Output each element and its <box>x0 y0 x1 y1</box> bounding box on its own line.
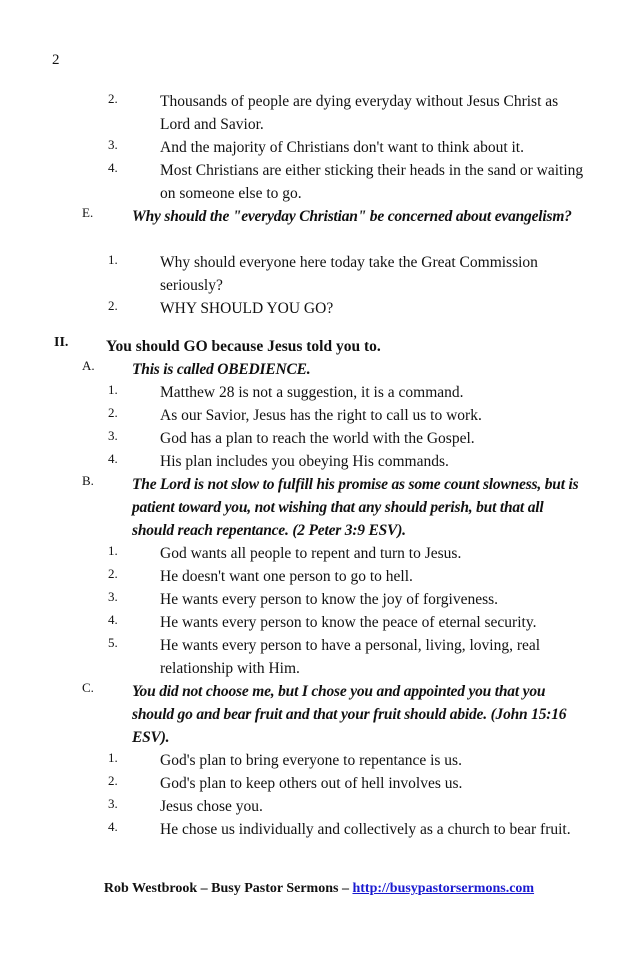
outline-item-number: 4. <box>108 612 118 627</box>
outline-item-text: You did not choose me, but I chose you and appointed you that you should go and bear fruit and that your fruit should abide. (John 15:16 ESV). <box>132 683 567 746</box>
outline-item-text: God's plan to bring everyone to repentance is us. <box>160 752 462 769</box>
outline-item-level-2 <box>0 205 638 251</box>
outline-item-number: 3. <box>108 796 118 811</box>
outline-item-number: 4. <box>108 451 118 466</box>
outline-item-level-3 <box>0 818 638 864</box>
outline-item-text: He chose us individually and collectively as a church to bear fruit. <box>160 821 571 838</box>
outline-item-text: He wants every person to know the peace of eternal security. <box>160 614 537 631</box>
outline-item-level-1 <box>0 335 638 358</box>
page-number: 2 <box>52 52 60 68</box>
outline-item-level-3 <box>0 297 638 320</box>
outline-item-number: B. <box>82 473 94 488</box>
outline-item-level-2 <box>0 680 638 749</box>
outline-item-level-3 <box>0 159 638 205</box>
outline-item-number: 2. <box>108 566 118 581</box>
outline-item-text: He wants every person to have a personal, living, loving, real relationship with Him. <box>160 637 541 677</box>
outline-item-level-3 <box>0 795 638 818</box>
outline-item-level-3 <box>0 251 638 297</box>
outline-item-text: Thousands of people are dying everyday without Jesus Christ as Lord and Savior. <box>160 93 559 133</box>
outline-item-text: God wants all people to repent and turn to Jesus. <box>160 545 462 562</box>
outline-item-level-3 <box>0 404 638 427</box>
outline-item-text: Jesus chose you. <box>160 798 263 815</box>
outline-item-number: 1. <box>108 252 118 267</box>
outline-item-text: WHY SHOULD YOU GO? <box>160 300 334 317</box>
outline-item-number: 3. <box>108 589 118 604</box>
outline-item-level-3 <box>0 136 638 159</box>
outline-item-number: A. <box>82 358 95 373</box>
outline-item-text: He wants every person to know the joy of forgiveness. <box>160 591 499 608</box>
outline-item-number: 1. <box>108 543 118 558</box>
outline-item-text: As our Savior, Jesus has the right to call us to work. <box>160 407 482 424</box>
outline-item-number: 3. <box>108 428 118 443</box>
outline-item-level-3 <box>0 427 638 450</box>
outline-item-level-3 <box>0 611 638 634</box>
page-footer <box>0 881 638 897</box>
outline-item-text: He doesn't want one person to go to hell. <box>160 568 413 585</box>
outline-item-text: The Lord is not slow to fulfill his promise as some count slowness, but is patient toward you, not wishing that any should perish, but that all should reach repentance. (2 Peter 3:9 ESV). <box>132 476 579 539</box>
outline-item-level-3 <box>0 450 638 473</box>
outline-item-level-3 <box>0 90 638 136</box>
outline-item-text: God's plan to keep others out of hell involves us. <box>160 775 463 792</box>
outline-item-text: God has a plan to reach the world with the Gospel. <box>160 430 475 447</box>
outline-item-text: And the majority of Christians don't want to think about it. <box>160 139 524 156</box>
footer-credit: Rob Westbrook – Busy Pastor Sermons – <box>103 881 353 896</box>
outline-item-text: Matthew 28 is not a suggestion, it is a command. <box>160 384 464 401</box>
outline-item-level-3 <box>0 381 638 404</box>
outline-item-text: This is called OBEDIENCE. <box>132 361 311 378</box>
outline-item-number: 4. <box>108 160 118 175</box>
outline-item-level-2 <box>0 358 638 381</box>
outline-item-number: C. <box>82 680 94 695</box>
outline-item-number: II. <box>54 335 69 350</box>
outline-item-number: 2. <box>108 298 118 313</box>
outline-item-number: 2. <box>108 773 118 788</box>
outline-item-number: 2. <box>108 91 118 106</box>
outline-item-level-3 <box>0 749 638 772</box>
outline-item-level-3 <box>0 634 638 680</box>
outline-item-text: Why should the "everyday Christian" be concerned about evangelism? <box>132 208 572 225</box>
outline-item-text: Most Christians are either sticking their heads in the sand or waiting on someone else to go. <box>160 162 584 202</box>
outline-item-number: 1. <box>108 750 118 765</box>
outline-item-number: 1. <box>108 382 118 397</box>
outline-item-level-3 <box>0 588 638 611</box>
outline-item-level-2 <box>0 473 638 542</box>
sermon-outline <box>0 90 638 864</box>
outline-item-text: You should GO because Jesus told you to. <box>106 338 381 355</box>
outline-item-number: 4. <box>108 819 118 834</box>
outline-item-level-3 <box>0 542 638 565</box>
outline-item-text: His plan includes you obeying His commands. <box>160 453 449 470</box>
outline-item-number: 5. <box>108 635 118 650</box>
outline-item-number: 3. <box>108 137 118 152</box>
outline-item-text: Why should everyone here today take the Great Commission seriously? <box>160 254 538 294</box>
outline-item-level-3 <box>0 565 638 588</box>
outline-item-number: 2. <box>108 405 118 420</box>
outline-item-number: E. <box>82 205 94 220</box>
footer-link[interactable]: http://busypastorsermons.com <box>352 881 535 896</box>
outline-item-level-3 <box>0 772 638 795</box>
